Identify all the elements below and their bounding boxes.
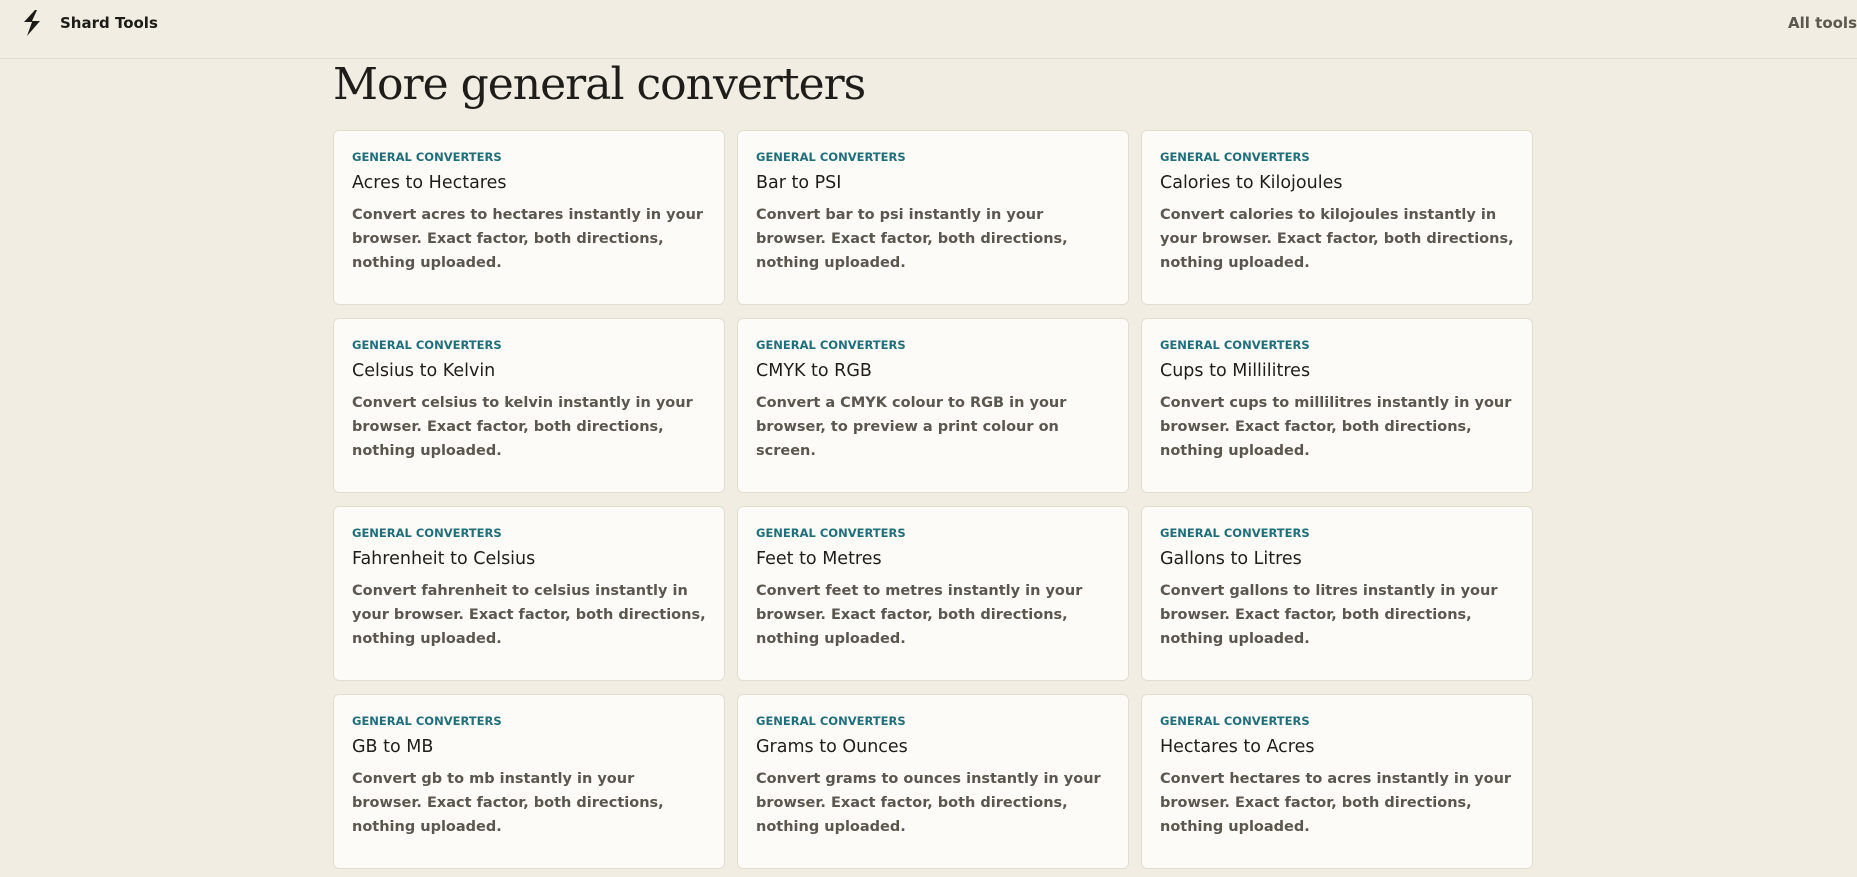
card-description: Convert fahrenheit to celsius instantly in your browser. Exact factor, both directions, nothing uploaded. [352, 583, 706, 647]
card-category: GENERAL CONVERTERS [352, 526, 502, 540]
card-description: Convert grams to ounces instantly in your browser. Exact factor, both directions, nothing uploaded. [756, 771, 1101, 835]
card-title: GB to MB [352, 737, 434, 757]
converter-card-hectares-to-acres[interactable] [1141, 694, 1533, 869]
converter-card-grams-to-ounces[interactable] [737, 694, 1129, 869]
converter-card-gallons-to-litres[interactable] [1141, 506, 1533, 681]
converter-card-celsius-to-kelvin[interactable] [333, 318, 725, 493]
converter-card-acres-to-hectares[interactable] [333, 130, 725, 305]
all-tools-link[interactable]: All tools [1788, 14, 1857, 32]
card-title: Cups to Millilitres [1160, 361, 1311, 381]
card-category: GENERAL CONVERTERS [756, 338, 906, 352]
card-description: Convert calories to kilojoules instantly in your browser. Exact factor, both directions, nothing uploaded. [1160, 207, 1514, 271]
card-category: GENERAL CONVERTERS [1160, 338, 1310, 352]
card-title: Celsius to Kelvin [352, 361, 496, 381]
card-category: GENERAL CONVERTERS [1160, 526, 1310, 540]
section-title: More general converters [333, 59, 866, 110]
card-title: Acres to Hectares [352, 173, 507, 193]
card-description: Convert feet to metres instantly in your browser. Exact factor, both directions, nothing uploaded. [756, 583, 1083, 647]
converter-card-calories-to-kilojoules[interactable] [1141, 130, 1533, 305]
card-description: Convert cups to millilitres instantly in your browser. Exact factor, both directions, nothing uploaded. [1160, 395, 1512, 459]
converter-card-cmyk-to-rgb[interactable] [737, 318, 1129, 493]
card-category: GENERAL CONVERTERS [756, 714, 906, 728]
card-category: GENERAL CONVERTERS [352, 150, 502, 164]
card-title: Calories to Kilojoules [1160, 173, 1343, 193]
card-category: GENERAL CONVERTERS [756, 526, 906, 540]
brand-name: Shard Tools [60, 14, 158, 32]
card-title: Hectares to Acres [1160, 737, 1315, 757]
card-description: Convert hectares to acres instantly in your browser. Exact factor, both directions, nothing uploaded. [1160, 771, 1512, 835]
card-category: GENERAL CONVERTERS [1160, 150, 1310, 164]
converter-card-gb-to-mb[interactable] [333, 694, 725, 869]
card-title: CMYK to RGB [756, 361, 872, 381]
converter-card-cups-to-millilitres[interactable] [1141, 318, 1533, 493]
card-description: Convert gb to mb instantly in your browser. Exact factor, both directions, nothing uploaded. [352, 771, 664, 835]
converter-card-feet-to-metres[interactable] [737, 506, 1129, 681]
card-category: GENERAL CONVERTERS [352, 714, 502, 728]
card-title: Grams to Ounces [756, 737, 908, 757]
lightning-bolt-icon [18, 8, 46, 38]
top-nav-bar [0, 0, 1857, 59]
converter-card-bar-to-psi[interactable] [737, 130, 1129, 305]
card-description: Convert a CMYK colour to RGB in your browser, to preview a print colour on screen. [756, 395, 1067, 459]
card-category: GENERAL CONVERTERS [756, 150, 906, 164]
card-description: Convert bar to psi instantly in your browser. Exact factor, both directions, nothing uploaded. [756, 207, 1068, 271]
card-title: Feet to Metres [756, 549, 882, 569]
card-description: Convert acres to hectares instantly in your browser. Exact factor, both directions, nothing uploaded. [352, 207, 704, 271]
card-title: Bar to PSI [756, 173, 842, 193]
card-title: Gallons to Litres [1160, 549, 1302, 569]
brand-home-link[interactable] [18, 8, 158, 38]
converter-card-fahrenheit-to-celsius[interactable] [333, 506, 725, 681]
converter-card-grid [333, 130, 1533, 869]
card-category: GENERAL CONVERTERS [352, 338, 502, 352]
card-title: Fahrenheit to Celsius [352, 549, 536, 569]
card-description: Convert celsius to kelvin instantly in your browser. Exact factor, both directions, nothing uploaded. [352, 395, 693, 459]
card-category: GENERAL CONVERTERS [1160, 714, 1310, 728]
card-description: Convert gallons to litres instantly in your browser. Exact factor, both directions, nothing uploaded. [1160, 583, 1498, 647]
